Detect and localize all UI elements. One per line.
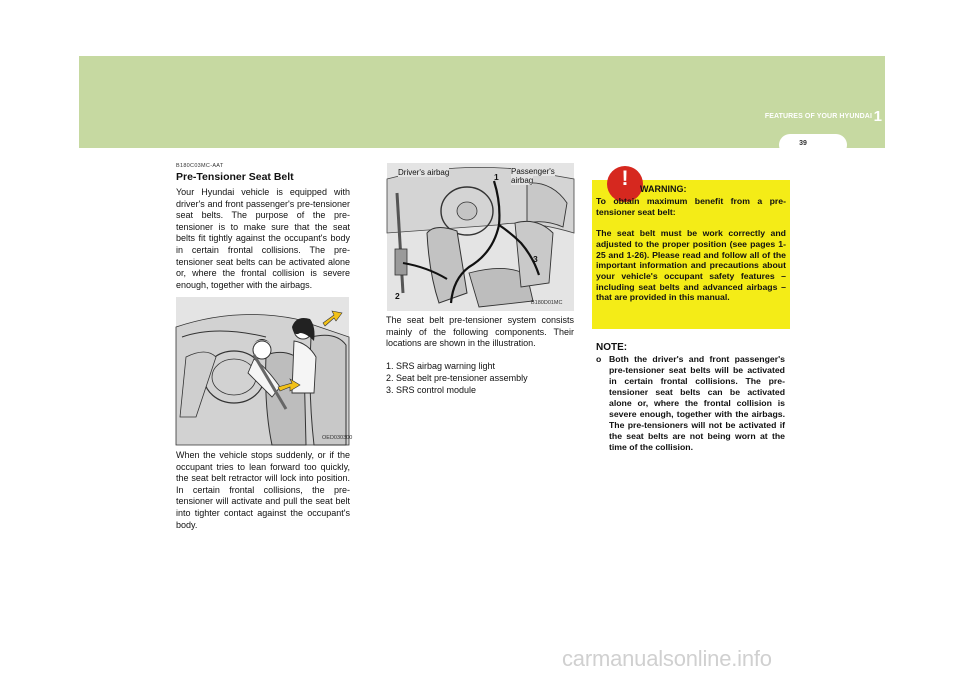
chapter-number: 1 bbox=[873, 108, 882, 125]
note-title: NOTE: bbox=[596, 342, 628, 353]
middle-column bbox=[386, 315, 574, 396]
retractor-paragraph: When the vehicle stops suddenly, or if the occupant tries to lean forward too quickly, the seat belt retractor will lock into position. In certain frontal collisions, the pre-tensioner will activate and pull the seat belt into tighter contact against the occupant's body. bbox=[176, 450, 350, 530]
warning-paragraph-1: To obtain maximum benefit from a pre-tensioner seat belt: bbox=[596, 196, 786, 217]
occupant-drawing bbox=[176, 297, 349, 445]
chapter-title: FEATURES OF YOUR HYUNDAI bbox=[764, 113, 872, 120]
occupant-illustration bbox=[176, 297, 353, 445]
note-bullet: o bbox=[596, 354, 602, 364]
callout-passenger-airbag-line2: airbag bbox=[511, 176, 534, 185]
callout-number-2: 2 bbox=[395, 291, 400, 301]
callout-number-3: 3 bbox=[533, 254, 538, 264]
figure-code: B180D01MC bbox=[531, 300, 563, 306]
callout-driver-airbag: Driver's airbag bbox=[398, 168, 450, 177]
figure-code: OED030300 bbox=[322, 435, 353, 441]
section-title: Pre-Tensioner Seat Belt bbox=[176, 171, 294, 183]
section-code: B180C03MC-AAT bbox=[176, 163, 224, 169]
callout-passenger-airbag-line1: Passenger's bbox=[511, 167, 555, 176]
component-item-1: 1. SRS airbag warning light bbox=[386, 361, 496, 372]
note-text: Both the driver's and front passenger's pre-tensioner seat belts will be activated in certain frontal collisions. The pre-tensioner seat belts can be activated alone or, where the frontal collision is severe enough, together with the airbags. The pre-tensioners will not be activated if the seat belts are not being worn at the time of the collision. bbox=[609, 354, 785, 452]
pretensioner-system-illustration bbox=[387, 163, 574, 311]
system-drawing bbox=[387, 163, 574, 311]
intro-paragraph: Your Hyundai vehicle is equipped with driver's and front passenger's pre-tensioner seat belts. The purpose of the pre-tensioner is to make sure that the seat belts fit tightly against the occupant's body in certain frontal collisions. The pre-tensioner seat belts can be activated alone or, where the frontal collision is severe enough, together with the airbags. bbox=[176, 187, 350, 290]
exclamation-icon: ! bbox=[621, 167, 629, 190]
page-number: 39 bbox=[799, 140, 807, 147]
callout-number-1: 1 bbox=[494, 172, 499, 182]
left-column bbox=[176, 163, 350, 291]
component-item-3: 3. SRS control module bbox=[386, 384, 477, 395]
header-band bbox=[79, 56, 885, 148]
warning-title: WARNING: bbox=[640, 184, 687, 194]
watermark: carmanualsonline.info bbox=[562, 646, 772, 671]
warning-paragraph-2: The seat belt must be work correctly and adjusted to the proper position (see pages 1-25 and 1-26). Please read and follow all of the important information and precautions about your vehicle's occupant safety features – including seat belts and advanced airbags – that are provided in this manual. bbox=[596, 228, 786, 303]
component-item-2: 2. Seat belt pre-tensioner assembly bbox=[386, 372, 528, 383]
warning-text bbox=[596, 196, 786, 314]
components-intro: The seat belt pre-tensioner system consists mainly of the following components. Their locations are shown in the illustration. bbox=[386, 315, 574, 349]
left-column-lower bbox=[176, 450, 350, 531]
